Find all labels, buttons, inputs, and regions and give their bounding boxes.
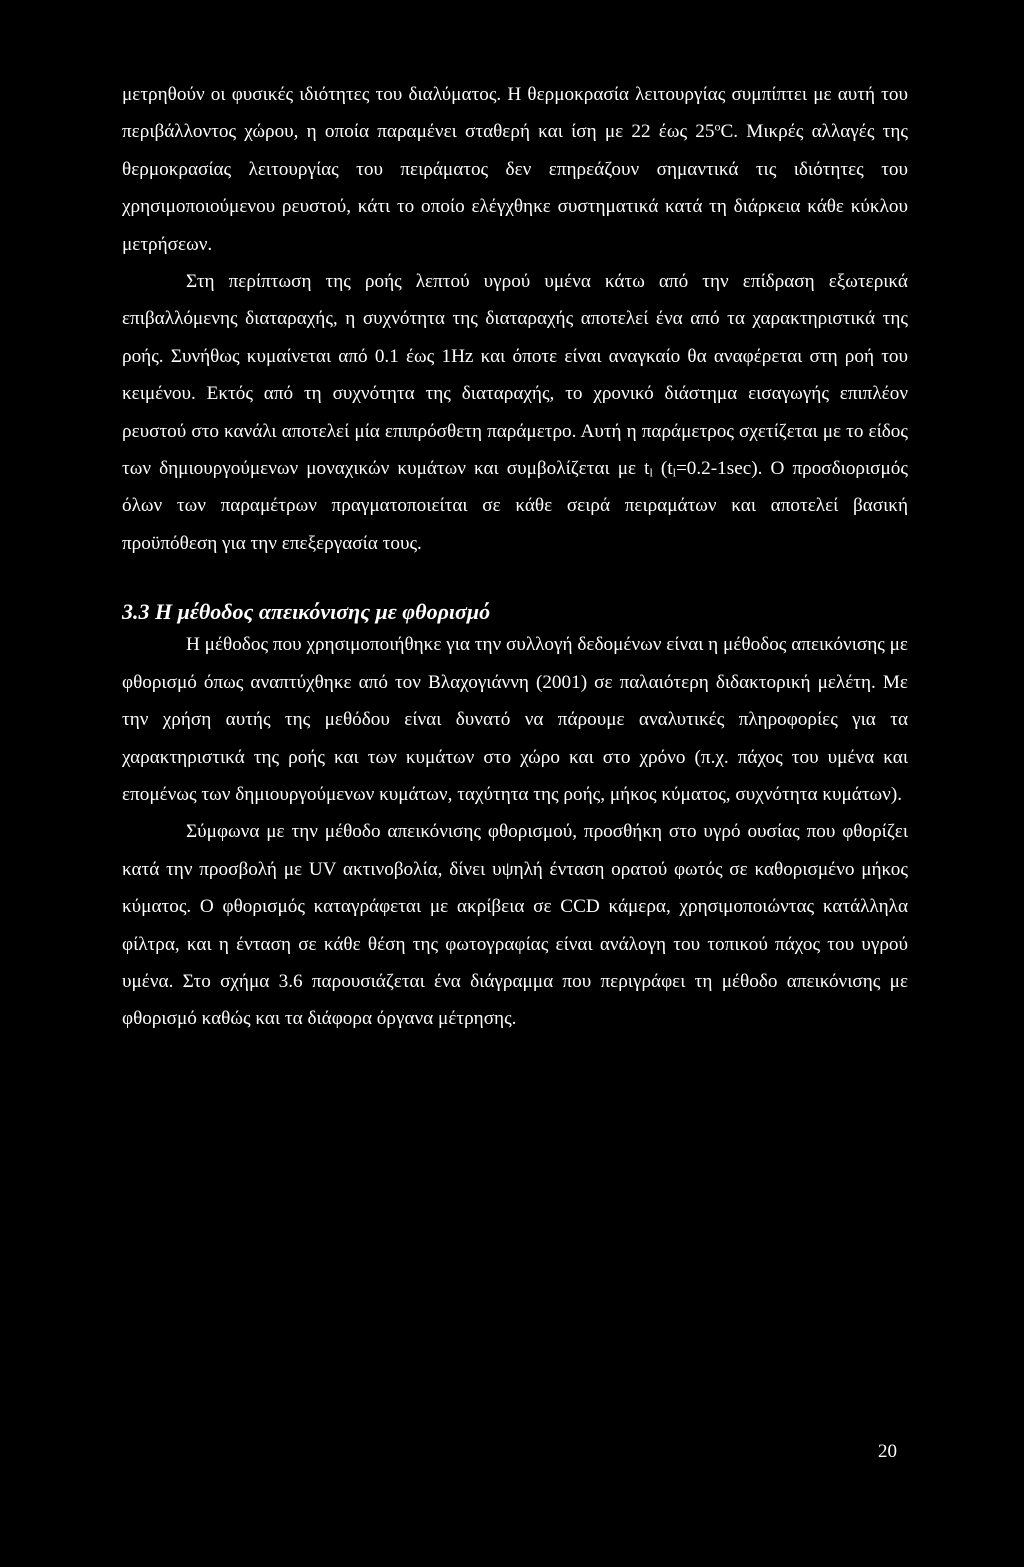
subscript-t1-range: l	[672, 465, 676, 480]
paragraph-operating-temperature	[122, 76, 908, 263]
paragraph-1-text-b: C. Μικρές αλλαγές της θερμοκρασίας λειτουργίας του πειράματος δεν επηρεάζουν σημαντικά τις ιδιότητες του χρησιμοποιούμενου ρευστού, κάτι το οποίο ελέγχθηκε συστηματικά κατά τη διάρκεια κάθε κύκλου μετρήσεων.	[122, 121, 908, 255]
paragraph-2-text-a: Στη περίπτωση της ροής λεπτού υγρού υμένα κάτω από την επίδραση εξωτερικά επιβαλλόμενης διαταραχής, η συχνότητα της διαταραχής αποτελεί ένα από τα χαρακτηριστικά της ροής. Συνήθως κυμαίνεται από 0.1 έως 1Hz και όποτε είναι αναγκαίο θα αναφέρεται στη ροή του κειμένου. Εκτός από τη συχνότητα της διαταραχής, το χρονικό διάστημα εισαγωγής επιπλέον ρευστού στο κανάλι αποτελεί μία επιπρόσθετη παράμετρο. Αυτή η παράμετρος σχετίζεται με το είδος των δημιουργούμενων μοναχικών κυμάτων και συμβολίζεται με t	[122, 271, 908, 480]
paragraph-1-text-a: μετρηθούν οι φυσικές ιδιότητες του διαλύματος. Η θερμοκρασία λειτουργίας συμπίπτει με αυτή του περιβάλλοντος χώρου, η οποία παραμένει σταθερή και ίση με 22 έως 25	[122, 84, 908, 143]
paragraph-fluorescence-principle: Σύμφωνα με την μέθοδο απεικόνισης φθορισμού, προσθήκη στο υγρό ουσίας που φθορίζει κατά την προσβολή με UV ακτινοβολία, δίνει υψηλή ένταση ορατού φωτός σε καθορισμένο μήκος κύματος. Ο φθορισμός καταγράφεται με ακρίβεια σε CCD κάμερα, χρησιμοποιώντας κατάλληλα φίλτρα, και η ένταση σε κάθε θέση της φωτογραφίας είναι ανάλογη του τοπικού πάχος του υγρού υμένα. Στο σχήμα 3.6 παρουσιάζεται ένα διάγραμμα που περιγράφει τη μέθοδο απεικόνισης με φθορισμό καθώς και τα διάφορα όργανα μέτρησης.	[122, 821, 908, 1030]
paragraph-2-text-c: =0.2-1sec). Ο προσδιορισμός όλων των παραμέτρων πραγματοποιείται σε κάθε σειρά πειραμάτων και αποτελεί βασική προϋπόθεση για την επεξεργασία τους.	[122, 458, 908, 554]
paragraph-disturbance-frequency	[122, 263, 908, 562]
section-heading: 3.3 Η μέθοδος απεικόνισης με φθορισμό	[122, 599, 491, 625]
degree-symbol: ο	[714, 119, 721, 134]
document-page	[122, 76, 908, 1038]
subscript-t1: l	[649, 465, 653, 480]
paragraph-2-text-b: (t	[652, 458, 673, 480]
paragraph-method-description: Η μέθοδος που χρησιμοποιήθηκε για την συλλογή δεδομένων είναι η μέθοδος απεικόνισης με φθορισμό όπως αναπτύχθηκε από τον Βλαχογιάννη (2001) σε παλαιότερη διδακτορική μελέτη. Με την χρήση αυτής της μεθόδου είναι δυνατό να πάρουμε αναλυτικές πληροφορίες για τα χαρακτηριστικά της ροής και των κυμάτων στο χώρο και στο χρόνο (π.χ. πάχος του υμένα και επομένως των δημιουργούμενων κυμάτων, ταχύτητα της ροής, μήκος κύματος, συχνότητα κυμάτων).	[122, 634, 908, 805]
page-number: 20	[878, 1441, 897, 1462]
